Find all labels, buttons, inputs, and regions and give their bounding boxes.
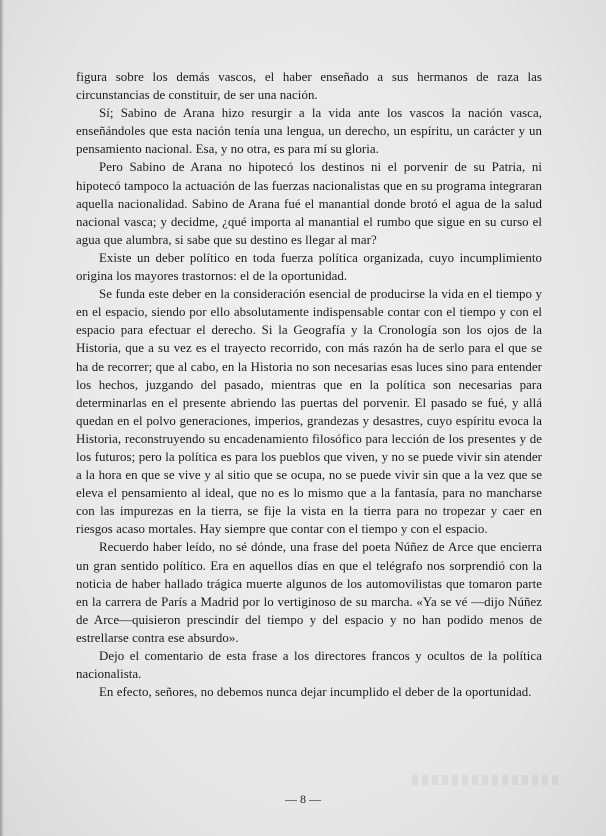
paragraph-6: Recuerdo haber leído, no sé dónde, una frase del poeta Núñez de Arce que encierra un gran sentido político. Era en aquellos días en que el telégrafo nos sorprendió con la noticia de haber hallado trágica muerte algunos de los automovilistas que tomaron parte en la carrera de París a Madrid por lo vertiginoso de su marcha. «Ya se vé —dijo Núñez de Arce—quisieron prescindir del tiempo y del espacio y no han podido menos de estrellarse contra ese absurdo». (76, 540, 542, 645)
page-edge-shadow (0, 0, 4, 836)
paragraph-3: Pero Sabino de Arana no hipotecó los destinos ni el porvenir de su Patria, ni hipotecó tampoco la actuación de las fuerzas nacionalistas que en su programa integraran aquella nacionalidad. Sabino de Arana fué el manantial donde brotó el agua de la salud nacional vasca; y decidme, ¿qué importa al manantial el rumbo que sigue en su curso el agua que alumbra, si sabe que su destino es llegar al mar? (76, 160, 542, 247)
page-number: — 8 — (285, 792, 321, 806)
paragraph-2: Sí; Sabino de Arana hizo resurgir a la vida ante los vascos la nación vasca, enseñándoles que esta nación tenía una lengua, un derecho, un espíritu, un carácter y un pensamiento nacional. Esa, y no otra, es para mí su gloria. (76, 106, 542, 157)
paragraph-4: Existe un deber político en toda fuerza política organizada, cuyo incumplimiento origina los mayores trastornos: el de la oportunidad. (76, 250, 542, 284)
body-text (76, 68, 542, 701)
show-through-ink (412, 775, 562, 785)
paragraph-1: figura sobre los demás vascos, el haber enseñado a sus hermanos de raza las circunstancias de constituir, de ser una nación. (76, 70, 542, 103)
paragraph-5: Se funda este deber en la consideración esencial de producirse la vida en el tiempo y en el espacio, siendo por ello absolutamente indispensable contar con el tiempo y con el espacio para efectuar el derecho. Si la Geografía y la Cronología son los ojos de la Historia, que a su vez es el trayecto recorrido, con más razón ha de serlo para el que se ha de recorrer; que al cabo, en la Historia no son necesarias esas luces sino para entender los hechos, juzgando del pasado, mientras que en la política son necesarias para determinarlas en el presente abriendo las puertas del porvenir. El pasado se fué, y allá quedan en el polvo generaciones, imperios, grandezas y desastres, cuyo espíritu evoca la Historia, reconstruyendo su encadenamiento filosófico para lección de los presentes y de los futuros; pero la política es para los pueblos que viven, y no se puede vivir sin atender a la hora en que se vive y al sitio que se ocupa, no se puede vivir sin que a la vez que se eleva el pensamiento al ideal, que no es lo mismo que a la fantasía, para no mancharse con las impurezas en la tierra, se fije la vista en la tierra para no tropezar y caer en riesgos acaso mortales. Hay siempre que contar con el tiempo y con el espacio. (76, 287, 542, 537)
paragraph-7: Dejo el comentario de esta frase a los directores francos y ocultos de la política nacionalista. (76, 649, 542, 682)
paragraph-8: En efecto, señores, no debemos nunca dejar incumplido el deber de la oportunidad. (99, 685, 532, 700)
